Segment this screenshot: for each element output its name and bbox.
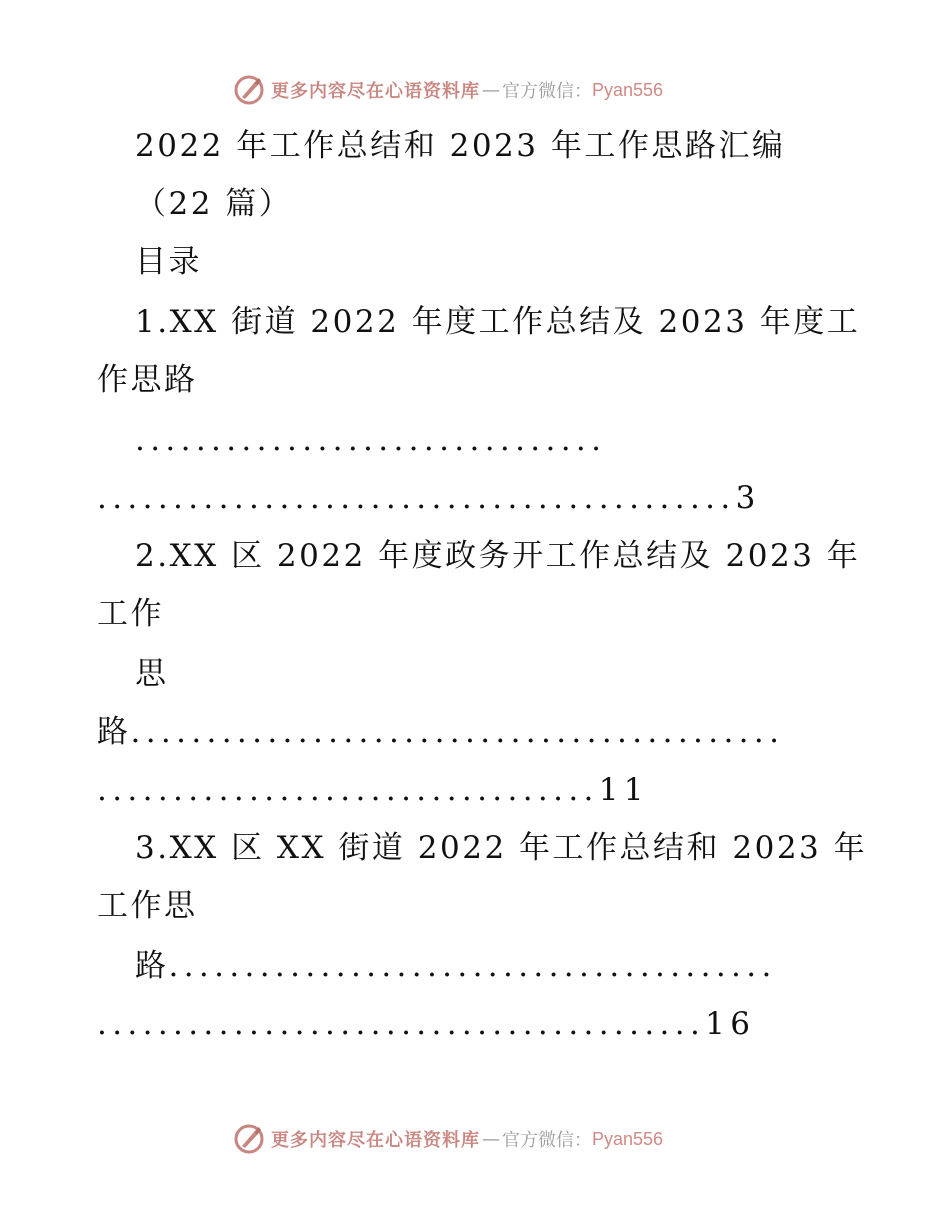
watermark-text: 更多内容尽在心语资料库 — [271, 81, 480, 102]
toc-entry-1-leader-1: ............................... — [135, 422, 607, 458]
toc-entry-1-dots: .......................................... — [97, 480, 736, 516]
pen-nib-circle-icon — [233, 1123, 265, 1155]
doc-title-line2: （22 篇） — [135, 186, 293, 222]
watermark-official: 官方微信： — [502, 1130, 592, 1151]
toc-entry-1-leader-2 — [97, 478, 761, 518]
toc-entry-2-line3: 思 — [135, 656, 169, 692]
toc-entry-2-leader-1 — [97, 712, 784, 752]
header-watermark — [233, 72, 663, 108]
toc-entry-1-line1: 1.XX 街道 2022 年度工作总结及 2023 年度工 — [135, 304, 861, 340]
watermark-dash: — — [482, 79, 500, 101]
toc-heading: 目录 — [135, 244, 202, 280]
toc-entry-3-line3: 路 — [135, 948, 169, 984]
watermark-dash: — — [482, 1128, 500, 1150]
footer-watermark — [233, 1121, 663, 1157]
watermark-official: 官方微信： — [502, 81, 592, 102]
toc-entry-3-leader-1 — [135, 946, 777, 986]
toc-entry-3-line1: 3.XX 区 XX 街道 2022 年工作总结和 2023 年 — [135, 830, 868, 866]
toc-entry-1-page: 3 — [735, 480, 761, 516]
toc-entry-2-line2: 工作 — [97, 596, 164, 632]
toc-entry-3-leader-2 — [97, 1004, 755, 1044]
watermark-text: 更多内容尽在心语资料库 — [271, 1130, 480, 1151]
toc-entry-2-dots1: ........................................... — [130, 714, 785, 750]
toc-entry-3-page: 16 — [705, 1006, 756, 1042]
toc-entry-3-dots2: ........................................ — [97, 1006, 706, 1042]
toc-entry-2-leader-2 — [97, 770, 649, 810]
watermark-id: Pyan556 — [592, 79, 664, 100]
toc-entry-2-dots2: ................................. — [97, 772, 599, 808]
toc-entry-1-line2: 作思路 — [97, 362, 198, 398]
pen-nib-circle-icon — [233, 74, 265, 106]
toc-entry-3-line2: 工作思 — [97, 888, 198, 924]
doc-title-line1: 2022 年工作总结和 2023 年工作思路汇编 — [135, 128, 786, 164]
toc-entry-2-line1: 2.XX 区 2022 年度政务开工作总结及 2023 年 — [135, 538, 861, 574]
toc-entry-3-dots1: ........................................ — [168, 948, 777, 984]
toc-entry-2-line4: 路 — [97, 714, 131, 750]
watermark-id: Pyan556 — [592, 1128, 664, 1149]
toc-entry-2-page: 11 — [598, 772, 649, 808]
